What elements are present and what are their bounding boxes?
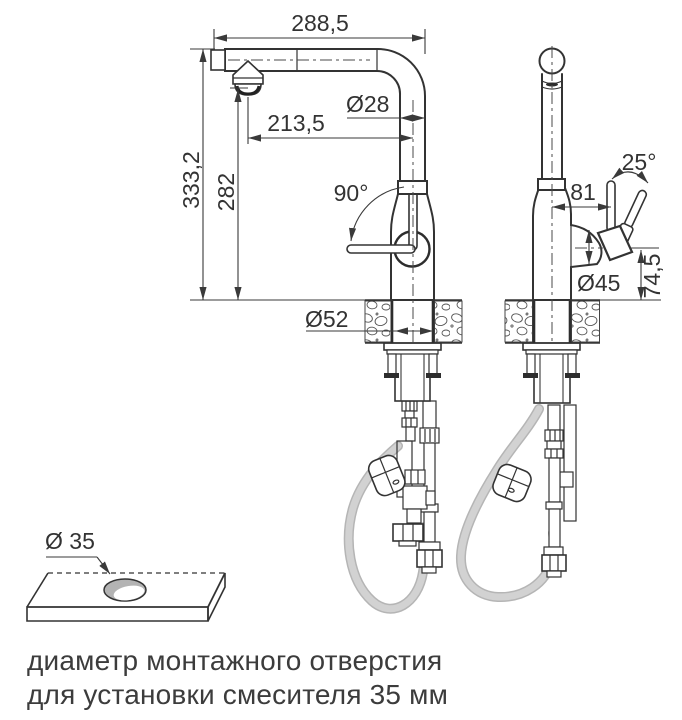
dim-lever-angle: 25° [621, 149, 657, 175]
hose-weight [366, 453, 408, 499]
spout-end-cap [211, 50, 225, 70]
dim-hole-diameter: Ø 35 [45, 528, 95, 554]
dim-lever-height: 74,5 [639, 253, 665, 299]
dim-base-diameter: Ø52 [305, 306, 349, 332]
mounting-hole-detail [27, 528, 225, 621]
dim-overall-depth: 288,5 [291, 10, 349, 36]
mounting-shank-side [523, 343, 580, 403]
dim-lever-offset: 81 [570, 179, 596, 205]
lever-horizontal [347, 245, 415, 253]
caption-line-2: для установки смесителя 35 мм [27, 679, 449, 710]
hose-valve [403, 486, 427, 509]
caption-line-1: диаметр монтажного отверстия [27, 645, 443, 676]
dim-spout-reach: 213,5 [267, 110, 325, 136]
dim-tube-diameter: Ø28 [346, 91, 390, 117]
caption [27, 644, 448, 712]
dim-swivel-angle: 90° [333, 180, 369, 206]
dim-total-height: 333,2 [178, 151, 204, 209]
faucet-side-view [461, 46, 650, 597]
supply-fittings-side [542, 405, 576, 577]
mounting-shank [384, 343, 441, 401]
dim-body-diameter: Ø45 [577, 270, 621, 296]
dim-spout-height: 282 [213, 172, 239, 212]
